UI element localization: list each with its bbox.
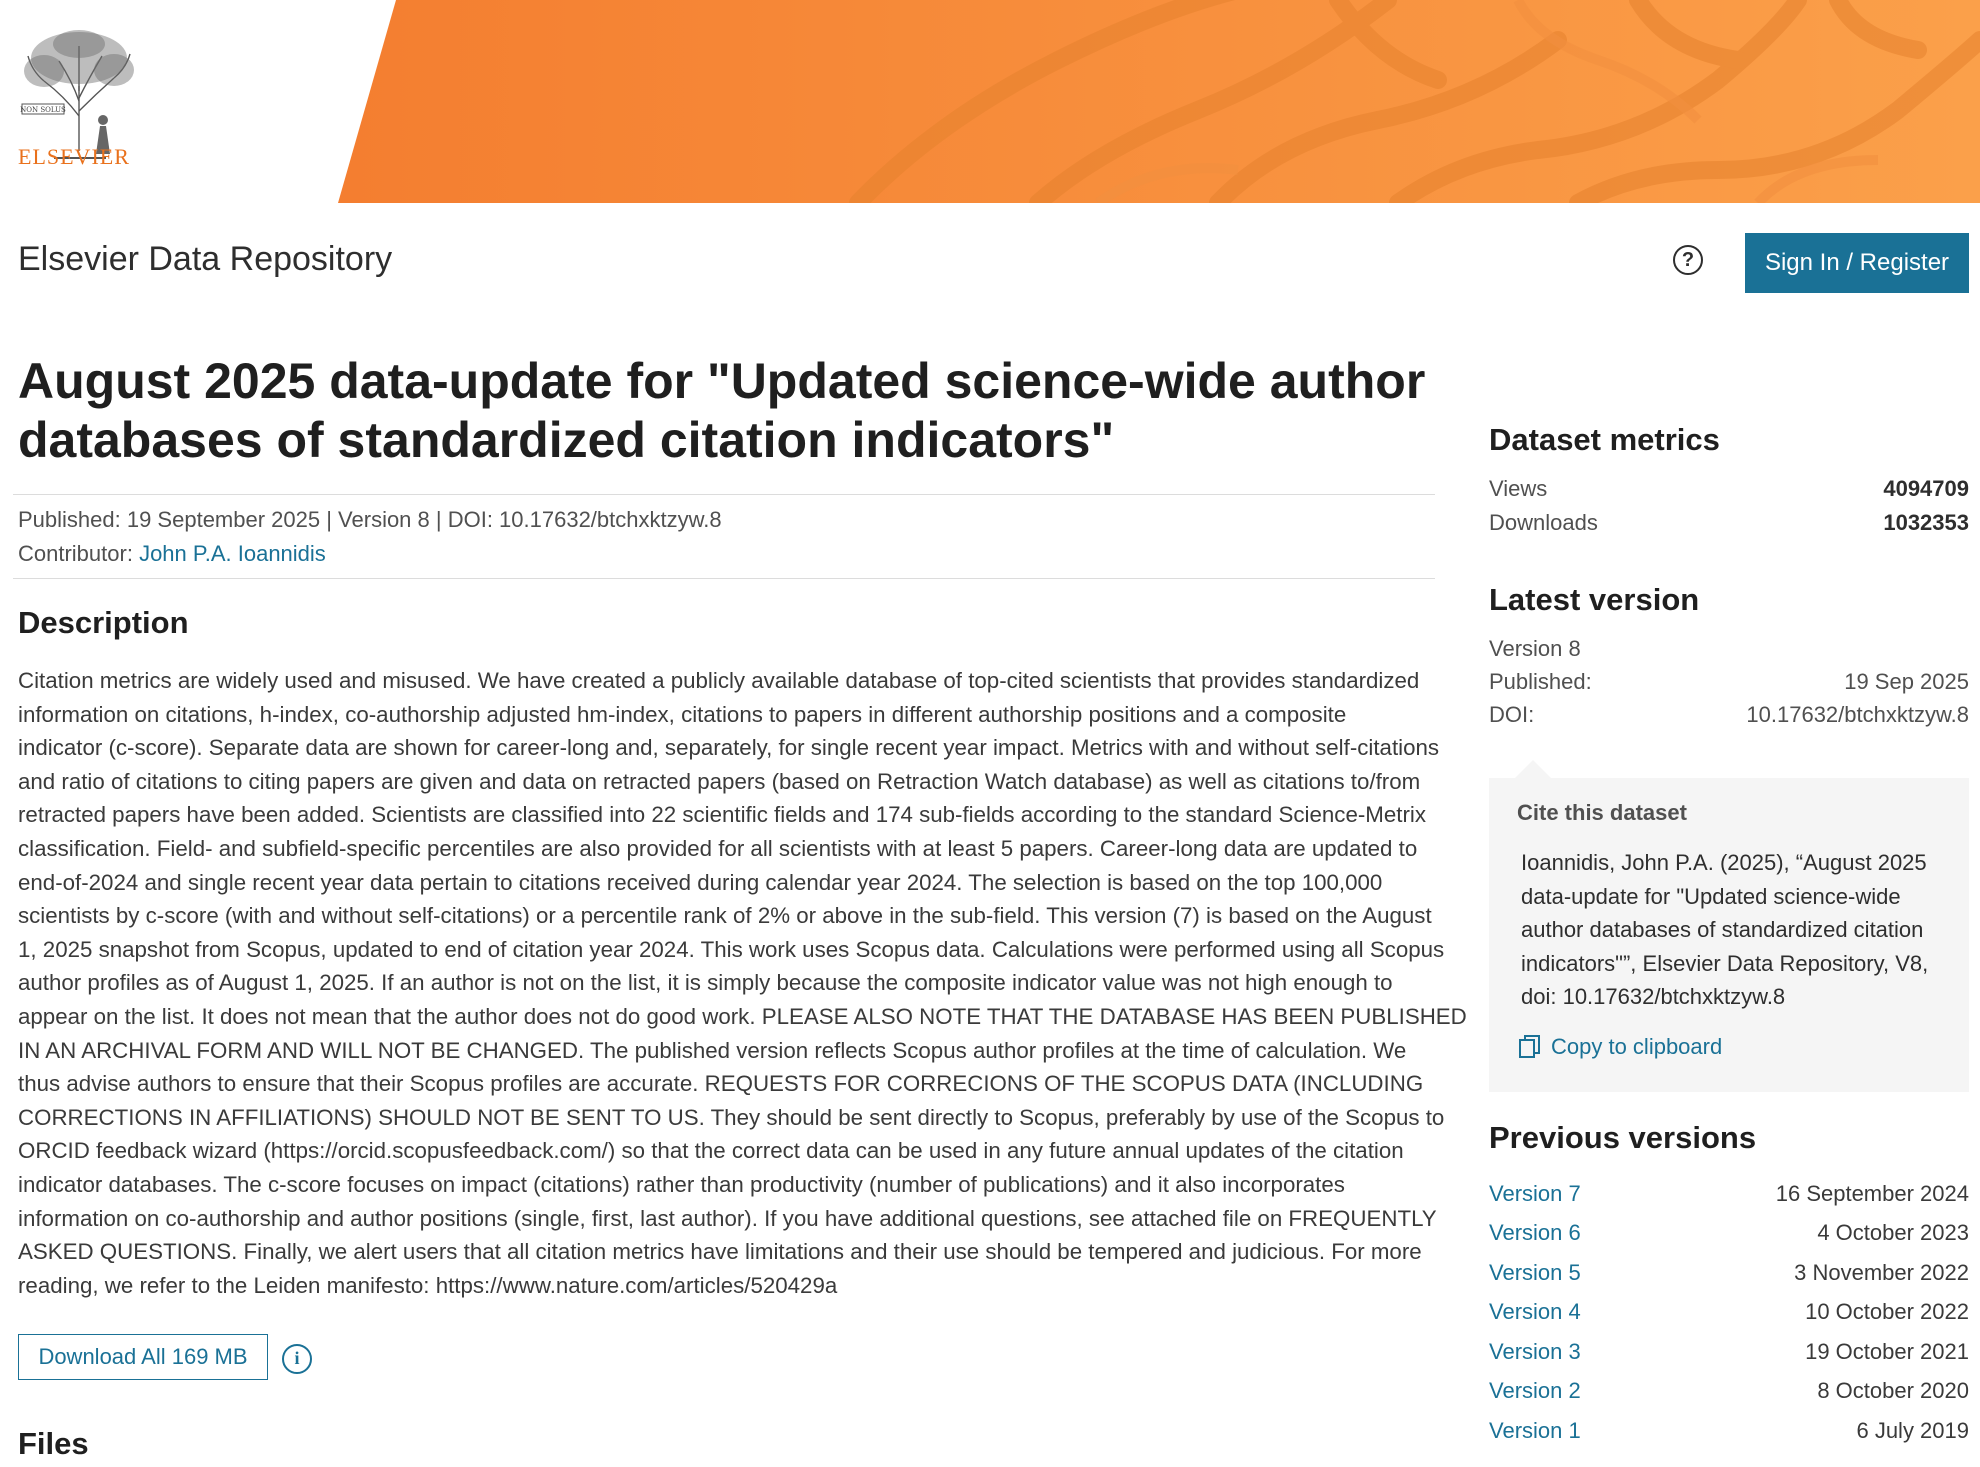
previous-version-row (1489, 1411, 1969, 1451)
views-count: 4094709 (1883, 476, 1969, 501)
description-line: indicator databases. The c-score focuses on impact (citations) rather than productivity (number of publications) and it also incorporates (18, 1171, 1345, 1197)
cite-box-pointer (1515, 760, 1551, 778)
dataset-meta (18, 503, 722, 571)
citation-line: indicators"”, Elsevier Data Repository, V8, (1521, 950, 1929, 976)
copy-to-clipboard-link[interactable] (1519, 1034, 1722, 1060)
description-line: and ratio of citations to citing papers are given and data on retracted papers (based on Retraction Watch database) as well as citations to/from (18, 768, 1421, 794)
citation-line: Ioannidis, John P.A. (2025), “August 2025 (1521, 850, 1927, 875)
previous-version-row (1489, 1332, 1969, 1372)
previous-version-link[interactable]: Version 4 (1489, 1299, 1581, 1325)
previous-version-date: 3 November 2022 (1794, 1259, 1969, 1285)
published-date: 19 Sep 2025 (1844, 669, 1969, 694)
downloads-row (1489, 510, 1969, 536)
dataset-title-block (18, 352, 1433, 470)
views-row (1489, 476, 1969, 502)
repository-title[interactable]: Elsevier Data Repository (18, 240, 393, 278)
sign-in-register-button[interactable]: Sign In / Register (1745, 233, 1969, 293)
copy-icon (1519, 1035, 1541, 1059)
previous-version-row (1489, 1253, 1969, 1293)
latest-version-row (1489, 636, 1969, 662)
contributor-label: Contributor: (18, 541, 140, 566)
divider (13, 494, 1435, 495)
previous-version-date: 19 October 2021 (1805, 1338, 1969, 1364)
description-line: author profiles as of August 1, 2025. If an author is not on the list, it is simply because the composite indicator value was not high enough to (18, 970, 1393, 996)
description-line: retracted papers have been added. Scientists are classified into 22 scientific fields and 174 sub-fields according to the standard Science-Metrix (18, 802, 1426, 828)
description-line: appear on the list. It does not mean that the author does not do good work. PLEASE ALSO NOTE THAT THE DATABASE HAS BEEN PUBLISHED (18, 1003, 1467, 1029)
files-heading: Files (18, 1426, 89, 1461)
previous-version-row (1489, 1214, 1969, 1254)
previous-version-link[interactable]: Version 3 (1489, 1338, 1581, 1364)
description-line: ASKED QUESTIONS. Finally, we alert users that all citation metrics have limitations and their use should be tempered and judicious. For more (18, 1239, 1422, 1265)
previous-version-date: 8 October 2020 (1817, 1378, 1969, 1404)
doi-value: 10.17632/btchxktzyw.8 (1746, 702, 1969, 727)
contributor-link[interactable]: John P.A. Ioannidis (139, 541, 326, 566)
description-line: information on citations, h-index, co-authorship adjusted hm-index, citations to papers in different authorship positions and a composite (18, 701, 1347, 727)
previous-version-date: 6 July 2019 (1856, 1417, 1969, 1443)
download-all-button[interactable]: Download All 169 MB (18, 1334, 268, 1380)
published-row (1489, 669, 1969, 695)
description-line: Citation metrics are widely used and misused. We have created a publicly available database of top-cited scientists that provides standardized (18, 668, 1420, 693)
downloads-label: Downloads (1489, 510, 1598, 535)
description-line: indicator (c-score). Separate data are shown for career-long and, separately, for single recent year impact. Metrics with and without self-citations (18, 735, 1440, 761)
cite-dataset-heading: Cite this dataset (1517, 800, 1687, 825)
description-line: classification. Field- and subfield-specific percentiles are also provided for all scientists with at least 5 papers. Career-long data are updated to (18, 835, 1418, 861)
contributor-line (18, 537, 722, 571)
latest-version-label: Version 8 (1489, 636, 1581, 661)
description-line: reading, we refer to the Leiden manifesto: https://www.nature.com/articles/520429a (18, 1272, 838, 1298)
previous-version-date: 4 October 2023 (1817, 1220, 1969, 1246)
info-icon[interactable]: i (282, 1344, 312, 1374)
page-title: August 2025 data-update for "Updated science-wide author databases of standardized citation indicators" (18, 353, 1426, 468)
doi-row (1489, 702, 1969, 728)
description-heading: Description (18, 605, 189, 640)
description-line: 1, 2025 snapshot from Scopus, updated to end of citation year 2024. This work uses Scopus data. Calculations were performed using all Scopus (18, 936, 1445, 962)
previous-versions-list (1489, 1174, 1969, 1451)
description-line: CORRECTIONS IN AFFILIATIONS) SHOULD NOT BE SENT TO US. They should be sent directly to Scopus, preferably by use of the Scopus to (18, 1104, 1445, 1130)
logo-signature: NON SOLUS (20, 106, 66, 114)
description-line: end-of-2024 and single recent year data pertain to citations received during calendar year 2024. The selection is based on the top 100,000 (18, 869, 1383, 895)
dataset-metrics-heading: Dataset metrics (1489, 422, 1720, 457)
description-line: scientists by c-score (with and without self-citations) or a percentile rank of 2% or above in the sub-field. This version (7) is based on the August (18, 903, 1432, 929)
doi-label: DOI: (1489, 702, 1535, 727)
description-line: ORCID feedback wizard (https://orcid.scopusfeedback.com/) so that the correct data can be used in any future annual updates of the citation (18, 1138, 1404, 1164)
previous-version-link[interactable]: Version 1 (1489, 1417, 1581, 1443)
citation-line: doi: 10.17632/btchxktzyw.8 (1521, 984, 1786, 1009)
previous-version-link[interactable]: Version 7 (1489, 1180, 1581, 1206)
previous-versions-panel (1489, 1120, 1969, 1451)
copy-to-clipboard-label: Copy to clipboard (1551, 1034, 1723, 1059)
description-line: thus advise authors to ensure that their Scopus profiles are accurate. REQUESTS FOR CORRECIONS OF THE SCOPUS DATA (INCLUDING (18, 1071, 1424, 1097)
citation-text (1521, 846, 1941, 1014)
previous-version-link[interactable]: Version 5 (1489, 1259, 1581, 1285)
cite-dataset-box (1489, 778, 1969, 1092)
elsevier-wordmark: ELSEVIER (18, 144, 130, 169)
previous-version-link[interactable]: Version 2 (1489, 1378, 1581, 1404)
published-label: Published: (1489, 669, 1592, 694)
divider (13, 578, 1435, 579)
previous-version-row (1489, 1293, 1969, 1333)
latest-version-panel (1489, 582, 1969, 728)
description-text (18, 664, 1467, 1302)
latest-version-heading: Latest version (1489, 582, 1700, 617)
header-banner (0, 0, 1980, 203)
citation-line: author databases of standardized citation (1521, 917, 1924, 942)
previous-version-row (1489, 1372, 1969, 1412)
dataset-metrics-panel (1489, 422, 1969, 536)
citation-line: data-update for "Updated science-wide (1521, 883, 1901, 909)
previous-version-row (1489, 1174, 1969, 1214)
views-label: Views (1489, 476, 1548, 501)
publication-meta-line: Published: 19 September 2025 | Version 8 | DOI: 10.17632/btchxktzyw.8 (18, 507, 722, 532)
description-line: information on co-authorship and author positions (single, first, last author). If you have additional questions, see attached file on FREQUENTLY (18, 1205, 1437, 1231)
previous-versions-heading: Previous versions (1489, 1120, 1757, 1155)
previous-version-date: 16 September 2024 (1775, 1180, 1969, 1206)
previous-version-date: 10 October 2022 (1805, 1299, 1969, 1325)
description-line: IN AN ARCHIVAL FORM AND WILL NOT BE CHANGED. The published version reflects Scopus author profiles at the time of calculation. We (18, 1037, 1407, 1063)
downloads-count: 1032353 (1883, 510, 1969, 535)
previous-version-link[interactable]: Version 6 (1489, 1220, 1581, 1246)
help-icon[interactable]: ? (1673, 245, 1703, 275)
hero-banner-image (338, 0, 1980, 203)
